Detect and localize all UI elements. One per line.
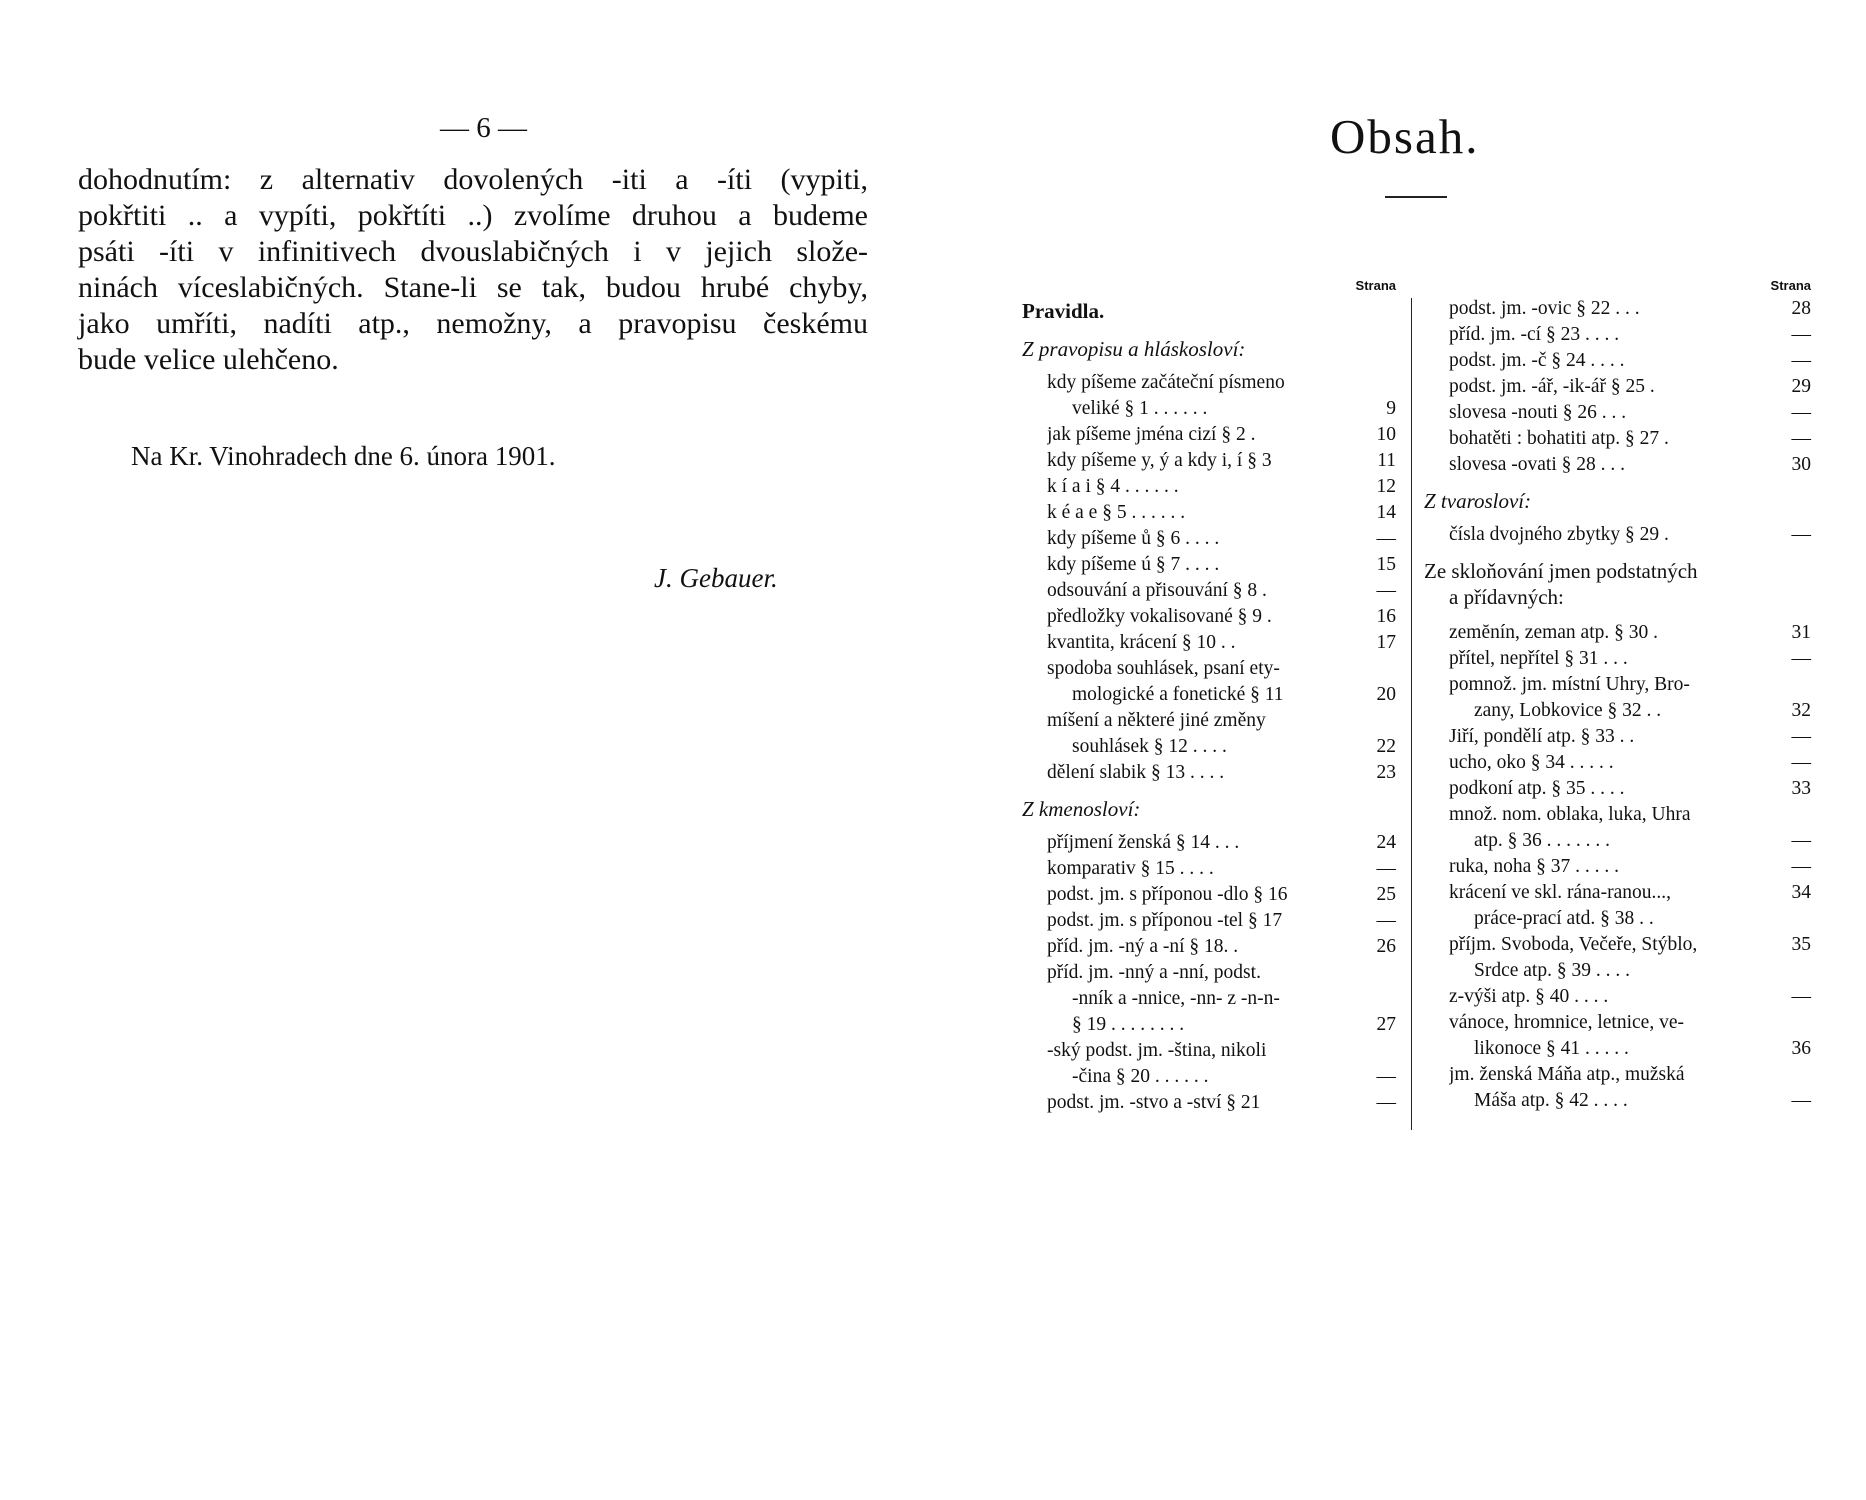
signature: J. Gebauer.	[654, 563, 778, 593]
paragraph-line: ninách víceslabičných. Stane-li se tak, budou hrubé chyby,	[78, 271, 868, 304]
toc-entry: likonoce § 41 . . . . . 36	[1474, 1038, 1811, 1059]
page-number: — 6 —	[440, 112, 527, 144]
paragraph-line: dohodnutím: z alternativ dovolených -iti a -íti (vypiti,	[78, 163, 868, 196]
toc-entry: -ský podst. jm. -ština, nikoli	[1047, 1040, 1267, 1061]
toc-entry: spodoba souhlásek, psaní ety-	[1047, 658, 1280, 679]
paragraph-line: jako umříti, nadíti atp., nemožny, a pravopisu českému	[78, 307, 868, 340]
toc-entry: slovesa -nouti § 26 . . . —	[1449, 402, 1811, 423]
toc-entry: z-výši atp. § 40 . . . . —	[1449, 986, 1811, 1007]
toc-entry: veliké § 1 . . . . . . 9	[1072, 398, 1396, 419]
toc-section-title: Z kmenosloví:	[1022, 797, 1141, 821]
toc-entry: atp. § 36 . . . . . . . —	[1474, 830, 1811, 851]
dateline: Na Kr. Vinohradech dne 6. února 1901.	[131, 441, 556, 471]
toc-entry: podst. jm. -stvo a -ství § 21 —	[1047, 1092, 1396, 1113]
toc-entry: vánoce, hromnice, letnice, ve-	[1449, 1012, 1684, 1033]
strana-label: Strana	[1355, 278, 1396, 293]
toc-entry: podst. jm. -ovic § 22 . . . 28	[1449, 298, 1811, 319]
toc-entry: -čina § 20 . . . . . . —	[1072, 1066, 1396, 1087]
toc-entry: podst. jm. s příponou -dlo § 16 25	[1047, 884, 1396, 905]
toc-entry: přítel, nepřítel § 31 . . . —	[1449, 648, 1811, 669]
toc-entry: Jiří, pondělí atp. § 33 . . —	[1449, 726, 1811, 747]
toc-entry: § 19 . . . . . . . . 27	[1072, 1014, 1396, 1035]
title-rule	[1385, 196, 1447, 198]
toc-section-title: Z tvarosloví:	[1424, 489, 1532, 513]
toc-entry: podst. jm. s příponou -tel § 17 —	[1047, 910, 1396, 931]
toc-entry: ucho, oko § 34 . . . . . —	[1449, 752, 1811, 773]
toc-entry: ruka, noha § 37 . . . . . —	[1449, 856, 1811, 877]
toc-entry: podkoní atp. § 35 . . . . 33	[1449, 778, 1811, 799]
toc-entry: příd. jm. -ný a -ní § 18. . 26	[1047, 936, 1396, 957]
toc-entry: zemĕnín, zeman atp. § 30 . 31	[1449, 622, 1811, 643]
toc-entry: mologické a fonetické § 11 20	[1072, 684, 1396, 705]
toc-section-title: Ze skloňování jmen podstatných	[1424, 559, 1698, 583]
toc-entry: předložky vokalisované § 9 . 16	[1047, 606, 1396, 627]
body-paragraph	[78, 162, 868, 378]
toc-entry: komparativ § 15 . . . . —	[1047, 858, 1396, 879]
toc-entry: práce-prací atd. § 38 . .	[1474, 908, 1654, 929]
toc-entry: kdy píšeme ů § 6 . . . . —	[1047, 528, 1396, 549]
page-title: Obsah.	[1330, 109, 1480, 164]
toc-entry: míšení a některé jiné změny	[1047, 710, 1266, 731]
toc-entry: slovesa -ovati § 28 . . . 30	[1449, 454, 1811, 475]
toc-entry: dělení slabik § 13 . . . . 23	[1047, 762, 1396, 783]
toc-entry: kvantita, krácení § 10 . . 17	[1047, 632, 1396, 653]
toc-entry: podst. jm. -ář, -ik-ář § 25 . 29	[1449, 376, 1811, 397]
toc-entry: pomnož. jm. místní Uhry, Bro-	[1449, 674, 1690, 695]
toc-entry: kdy píšeme ú § 7 . . . . 15	[1047, 554, 1396, 575]
toc-entry: odsouvání a přisouvání § 8 . —	[1047, 580, 1396, 601]
toc-entry: příd. jm. -cí § 23 . . . . —	[1449, 324, 1811, 345]
toc-heading: Pravidla.	[1022, 299, 1105, 323]
paragraph-line: psáti -íti v infinitivech dvouslabičných i v jejich slože-	[78, 235, 868, 268]
toc-entry: Máša atp. § 42 . . . . —	[1474, 1090, 1811, 1111]
toc-entry: -nník a -nnice, -nn- z -n-n-	[1072, 988, 1280, 1009]
toc-left-column	[1022, 278, 1396, 1116]
toc-entry: podst. jm. -č § 24 . . . . —	[1449, 350, 1811, 371]
toc-section-title-cont: a přídavných:	[1449, 585, 1564, 609]
strana-label: Strana	[1770, 278, 1811, 293]
column-divider	[1411, 298, 1412, 1130]
toc-entry: k é a e § 5 . . . . . . 14	[1047, 502, 1396, 523]
toc-entry: čísla dvojného zbytky § 29 . —	[1449, 524, 1811, 545]
toc-entry: souhlásek § 12 . . . . 22	[1072, 736, 1396, 757]
toc-right-column	[1424, 278, 1811, 1114]
toc-entry: bohatěti : bohatiti atp. § 27 . —	[1449, 428, 1811, 449]
paragraph-line: pokřtiti .. a vypíti, pokřtíti ..) zvolíme druhou a budeme	[78, 199, 868, 232]
toc-section-title: Z pravopisu a hláskosloví:	[1022, 337, 1246, 361]
toc-entry: příd. jm. -nný a -nní, podst.	[1047, 962, 1261, 983]
toc-entry: kdy píšeme začáteční písmeno	[1047, 372, 1285, 393]
paragraph-line: bude velice ulehčeno.	[78, 343, 339, 376]
toc-entry: Srdce atp. § 39 . . . .	[1474, 960, 1630, 981]
toc-entry: kdy píšeme y, ý a kdy i, í § 3 11	[1047, 450, 1396, 471]
toc-entry: množ. nom. oblaka, luka, Uhra	[1449, 804, 1691, 825]
toc-entry: jak píšeme jména cizí § 2 . 10	[1047, 424, 1396, 445]
toc-entry: příjm. Svoboda, Večeře, Stýblo, 35	[1449, 934, 1811, 955]
toc-entry: zany, Lobkovice § 32 . . 32	[1474, 700, 1811, 721]
toc-entry: jm. ženská Máňa atp., mužská	[1449, 1064, 1685, 1085]
toc-entry: k í a i § 4 . . . . . . 12	[1047, 476, 1396, 497]
toc-entry: krácení ve skl. rána-ranou..., 34	[1449, 882, 1811, 903]
toc-entry: příjmení ženská § 14 . . . 24	[1047, 832, 1396, 853]
